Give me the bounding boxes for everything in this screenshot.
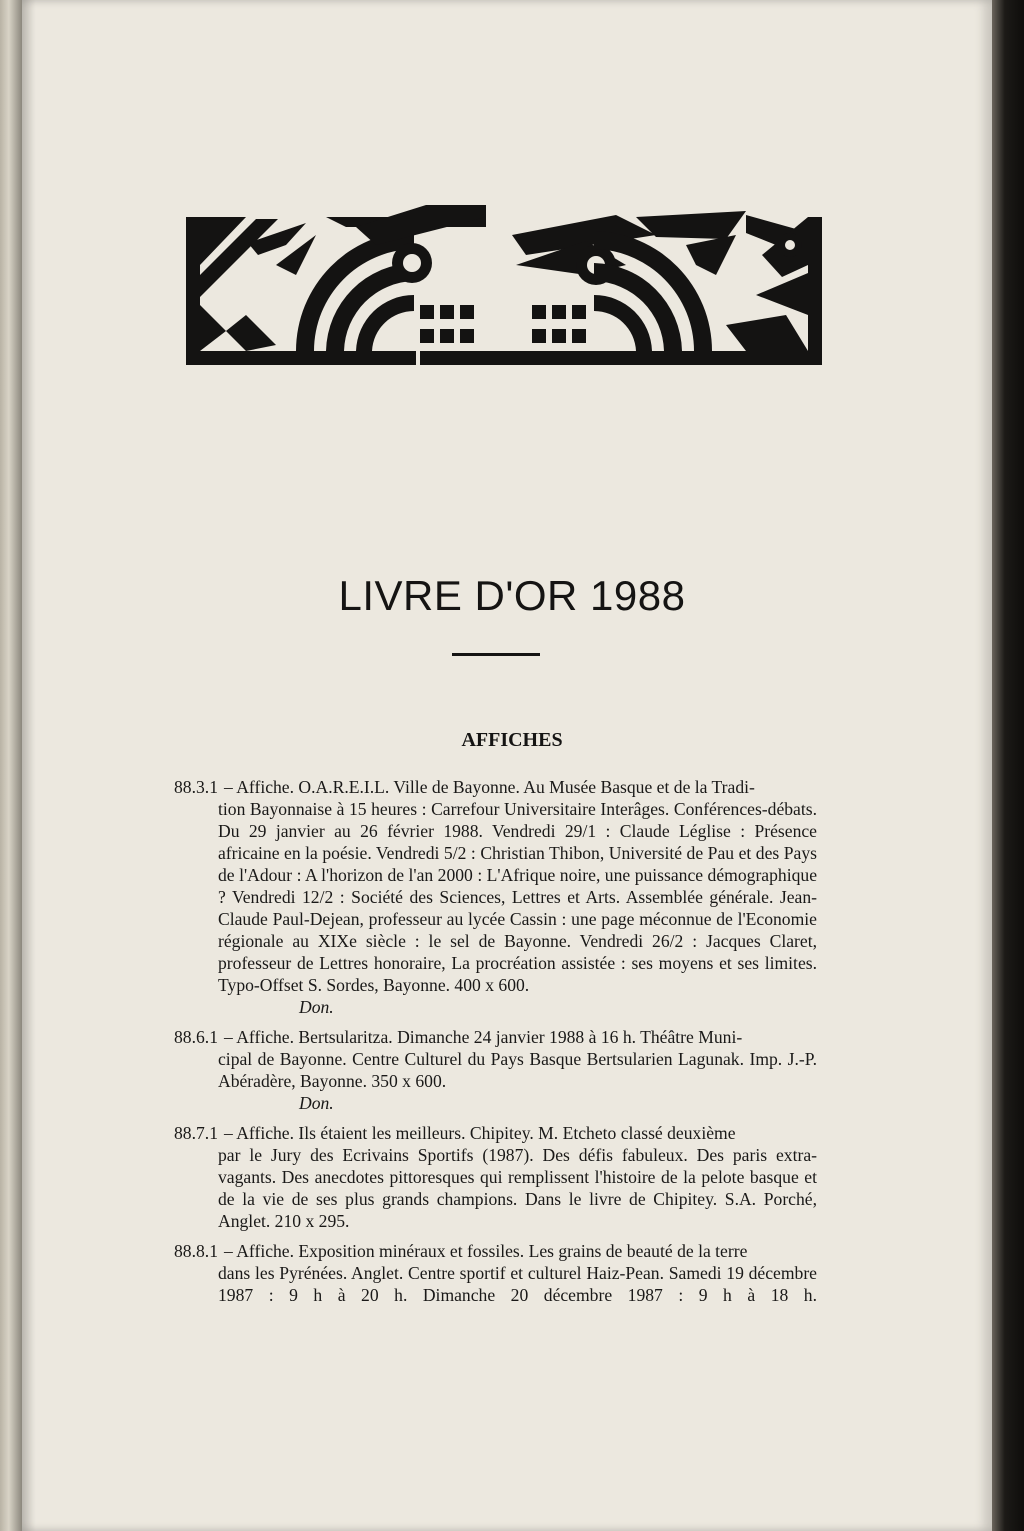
entry-first-line-text: – Affiche. Ils étaient les meilleurs. Chipitey. M. Etcheto classé deuxième [223,1123,736,1143]
entry-provenance: Don. [299,997,334,1017]
entry-first-line [174,776,817,798]
catalog-entry [174,1026,817,1114]
page-title: LIVRE D'OR 1988 [338,572,686,619]
catalog-entries [174,776,817,1314]
catalog-entry [174,1240,817,1306]
entry-number: 88.7.1 [174,1123,218,1143]
previous-pages-edge [0,0,22,1531]
entry-provenance: Don. [299,1093,334,1113]
entry-first-line [174,1122,817,1144]
entry-first-line-text: – Affiche. O.A.R.E.I.L. Ville de Bayonne. Au Musée Basque et de la Tradi- [223,777,755,797]
title-underline-divider [452,653,540,656]
entry-number: 88.3.1 [174,777,218,797]
entry-number: 88.8.1 [174,1241,218,1261]
entry-description: cipal de Bayonne. Centre Culturel du Pays Basque Bertsularien Lagunak. Imp. J.-P. Abéradère, Bayonne. 350 x 600. [218,1049,817,1091]
entry-description: par le Jury des Ecrivains Sportifs (1987). Des défis fabuleux. Des paris extra-vagants. Des anecdotes pittoresques qui remplissent l'histoire de la pelote basque et de la vie de ses plus grands champions. Dans le livre de Chipitey. S.A. Porché, Anglet. 210 x 295. [218,1145,817,1231]
catalog-entry [174,776,817,1018]
entry-description: dans les Pyrénées. Anglet. Centre sportif et culturel Haiz-Pean. Samedi 19 décembre 1987 : 9 h à 20 h. Dimanche 20 décembre 1987 : 9 h à 18 h. [218,1263,817,1305]
entry-first-line-text: – Affiche. Exposition minéraux et fossiles. Les grains de beauté de la terre [223,1241,748,1261]
entry-first-line-text: – Affiche. Bertsularitza. Dimanche 24 janvier 1988 à 16 h. Théâtre Muni- [223,1027,743,1047]
basque-ornament-icon [186,205,822,365]
catalog-entry [174,1122,817,1232]
entry-number: 88.6.1 [174,1027,218,1047]
page-gutter-shadow [22,0,36,1531]
book-binding [992,0,1024,1531]
entry-description: tion Bayonnaise à 15 heures : Carrefour Universitaire Interâges. Conférences-débats. Du 29 janvier au 26 février 1988. Vendredi 29/1 : Claude Léglise : Présence africaine en la poésie. Vendredi 5/2 : Christian Thibon, Université de Pau et des Pays de l'Adour : A l'horizon de l'an 2000 : L'Afrique noire, une puissance démographique ? Vendredi 12/2 : Société des Sciences, Lettres et Arts. Assemblée générale. Jean-Claude Paul-Dejean, professeur au lycée Cassin : une page méconnue de l'Economie régionale au XIXe siècle : le sel de Bayonne. Vendredi 26/2 : Jacques Claret, professeur de Lettres honoraire, La procréation assistée : ses moyens et ses limites. Typo-Offset S. Sordes, Bayonne. 400 x 600. [218,799,817,995]
entry-first-line [174,1026,817,1048]
entry-first-line [174,1240,817,1262]
section-heading: AFFICHES [461,729,563,751]
